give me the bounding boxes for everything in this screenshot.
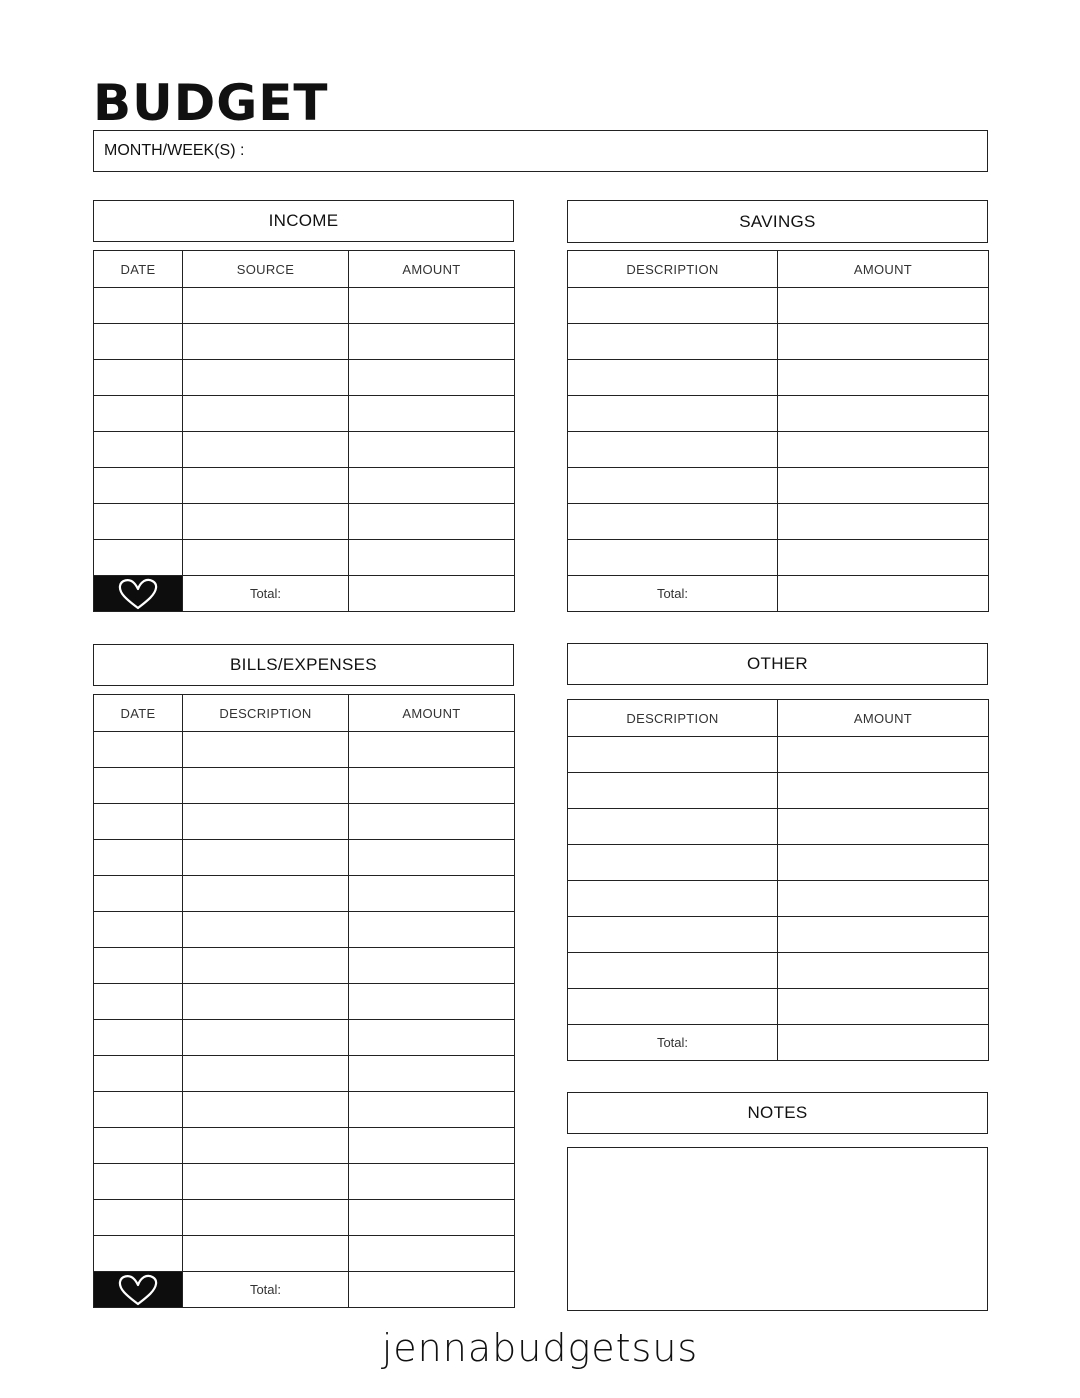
notes-heading: NOTES	[567, 1092, 988, 1134]
income-total-row	[94, 576, 515, 612]
month-week-field[interactable]: MONTH/WEEK(S) :	[93, 130, 988, 172]
income-col-amount: AMOUNT	[349, 251, 515, 288]
table-cell[interactable]	[94, 1056, 183, 1092]
table-cell[interactable]	[778, 989, 989, 1025]
table-cell[interactable]	[568, 809, 778, 845]
table-cell[interactable]	[349, 1092, 515, 1128]
table-cell[interactable]	[183, 732, 349, 768]
table-row	[568, 360, 989, 396]
table-cell[interactable]	[94, 396, 183, 432]
table-row	[568, 468, 989, 504]
savings-total-row	[568, 576, 989, 612]
table-cell[interactable]	[568, 917, 778, 953]
table-cell[interactable]	[183, 324, 349, 360]
table-cell[interactable]	[183, 1164, 349, 1200]
table-cell[interactable]	[94, 768, 183, 804]
table-cell[interactable]	[94, 360, 183, 396]
table-row	[94, 912, 515, 948]
income-total-amount[interactable]	[349, 576, 515, 612]
table-cell[interactable]	[778, 737, 989, 773]
savings-total-label: Total:	[568, 576, 778, 612]
table-cell[interactable]	[778, 288, 989, 324]
table-row	[94, 1020, 515, 1056]
table-cell[interactable]	[349, 396, 515, 432]
table-cell[interactable]	[778, 540, 989, 576]
table-cell[interactable]	[568, 288, 778, 324]
table-cell[interactable]	[349, 840, 515, 876]
table-cell[interactable]	[568, 953, 778, 989]
table-cell[interactable]	[778, 360, 989, 396]
table-cell[interactable]	[94, 984, 183, 1020]
table-cell[interactable]	[568, 396, 778, 432]
table-cell[interactable]	[349, 360, 515, 396]
table-cell[interactable]	[94, 840, 183, 876]
table-cell[interactable]	[94, 876, 183, 912]
table-cell[interactable]	[94, 1092, 183, 1128]
other-col-description: DESCRIPTION	[568, 700, 778, 737]
income-col-date: DATE	[94, 251, 183, 288]
table-cell[interactable]	[94, 432, 183, 468]
table-cell[interactable]	[568, 324, 778, 360]
table-cell[interactable]	[349, 1164, 515, 1200]
table-cell[interactable]	[183, 1200, 349, 1236]
table-row	[568, 809, 989, 845]
table-row	[568, 432, 989, 468]
table-cell[interactable]	[568, 468, 778, 504]
table-cell[interactable]	[183, 504, 349, 540]
table-row	[94, 1128, 515, 1164]
table-cell[interactable]	[183, 1236, 349, 1272]
table-cell[interactable]	[94, 1020, 183, 1056]
savings-header-row	[568, 251, 989, 288]
table-row	[568, 324, 989, 360]
table-cell[interactable]	[568, 989, 778, 1025]
table-cell[interactable]	[349, 1020, 515, 1056]
table-cell[interactable]	[778, 845, 989, 881]
table-cell[interactable]	[349, 732, 515, 768]
table-row	[568, 288, 989, 324]
page-title: BUDGET	[93, 74, 329, 132]
notes-box[interactable]	[567, 1147, 988, 1311]
table-row	[568, 396, 989, 432]
other-total-label: Total:	[568, 1025, 778, 1061]
table-row	[94, 840, 515, 876]
other-total-amount[interactable]	[778, 1025, 989, 1061]
table-cell[interactable]	[94, 1236, 183, 1272]
table-cell[interactable]	[94, 732, 183, 768]
table-row	[94, 876, 515, 912]
other-total-row	[568, 1025, 989, 1061]
table-cell[interactable]	[349, 432, 515, 468]
table-cell[interactable]	[778, 324, 989, 360]
bills-col-date: DATE	[94, 695, 183, 732]
table-cell[interactable]	[349, 948, 515, 984]
heart-icon	[116, 1273, 160, 1307]
income-heading: INCOME	[93, 200, 514, 242]
table-cell[interactable]	[94, 540, 183, 576]
table-row	[94, 288, 515, 324]
table-row	[94, 360, 515, 396]
table-cell[interactable]	[94, 324, 183, 360]
table-row	[94, 1164, 515, 1200]
table-cell[interactable]	[183, 840, 349, 876]
table-row	[568, 540, 989, 576]
table-cell[interactable]	[568, 540, 778, 576]
table-cell[interactable]	[349, 912, 515, 948]
bills-table	[93, 694, 515, 1308]
income-total-label: Total:	[183, 576, 349, 612]
table-row	[94, 1092, 515, 1128]
table-row	[568, 737, 989, 773]
bills-total-row	[94, 1272, 515, 1308]
table-cell[interactable]	[349, 768, 515, 804]
bills-header-row	[94, 695, 515, 732]
table-row	[94, 1056, 515, 1092]
table-row	[568, 917, 989, 953]
table-row	[94, 432, 515, 468]
income-col-source: SOURCE	[183, 251, 349, 288]
table-cell[interactable]	[568, 881, 778, 917]
table-cell[interactable]	[349, 540, 515, 576]
table-cell[interactable]	[183, 360, 349, 396]
table-cell[interactable]	[183, 984, 349, 1020]
table-row	[568, 989, 989, 1025]
other-header-row	[568, 700, 989, 737]
table-cell[interactable]	[183, 948, 349, 984]
heart-icon	[116, 577, 160, 611]
table-cell[interactable]	[94, 288, 183, 324]
table-cell[interactable]	[183, 468, 349, 504]
table-cell[interactable]	[568, 504, 778, 540]
brand-footer: jennabudgetsus	[381, 1326, 699, 1370]
table-row	[94, 948, 515, 984]
table-cell[interactable]	[349, 1200, 515, 1236]
table-cell[interactable]	[778, 396, 989, 432]
savings-heading: SAVINGS	[567, 200, 988, 243]
table-cell[interactable]	[349, 504, 515, 540]
bills-total-amount[interactable]	[349, 1272, 515, 1308]
table-cell[interactable]	[568, 737, 778, 773]
bills-heading: BILLS/EXPENSES	[93, 644, 514, 686]
table-cell[interactable]	[568, 360, 778, 396]
table-row	[94, 804, 515, 840]
table-row	[94, 984, 515, 1020]
table-cell[interactable]	[94, 1200, 183, 1236]
table-row	[568, 881, 989, 917]
table-cell[interactable]	[183, 1056, 349, 1092]
income-header-row	[94, 251, 515, 288]
savings-table	[567, 250, 989, 612]
table-cell[interactable]	[94, 468, 183, 504]
table-cell[interactable]	[349, 288, 515, 324]
table-row	[94, 504, 515, 540]
table-cell[interactable]	[349, 468, 515, 504]
table-cell[interactable]	[94, 912, 183, 948]
table-cell[interactable]	[778, 468, 989, 504]
table-cell[interactable]	[349, 984, 515, 1020]
table-cell[interactable]	[183, 1092, 349, 1128]
bills-col-description: DESCRIPTION	[183, 695, 349, 732]
table-cell[interactable]	[94, 948, 183, 984]
other-col-amount: AMOUNT	[778, 700, 989, 737]
table-row	[568, 504, 989, 540]
table-row	[94, 396, 515, 432]
table-row	[94, 732, 515, 768]
table-cell[interactable]	[349, 1128, 515, 1164]
table-cell[interactable]	[183, 396, 349, 432]
table-cell[interactable]	[778, 953, 989, 989]
table-row	[568, 953, 989, 989]
table-cell[interactable]	[183, 288, 349, 324]
table-cell[interactable]	[778, 504, 989, 540]
table-cell[interactable]	[568, 432, 778, 468]
table-row	[94, 1200, 515, 1236]
savings-total-amount[interactable]	[778, 576, 989, 612]
table-cell[interactable]	[183, 1020, 349, 1056]
table-row	[94, 468, 515, 504]
table-row	[568, 845, 989, 881]
table-cell[interactable]	[568, 845, 778, 881]
table-cell[interactable]	[349, 876, 515, 912]
table-cell[interactable]	[778, 809, 989, 845]
table-cell[interactable]	[349, 1056, 515, 1092]
table-cell[interactable]	[568, 773, 778, 809]
other-table	[567, 699, 989, 1061]
table-cell[interactable]	[183, 768, 349, 804]
savings-col-description: DESCRIPTION	[568, 251, 778, 288]
table-row	[94, 768, 515, 804]
table-cell[interactable]	[349, 804, 515, 840]
table-row	[94, 540, 515, 576]
table-cell[interactable]	[183, 432, 349, 468]
bills-col-amount: AMOUNT	[349, 695, 515, 732]
savings-col-amount: AMOUNT	[778, 251, 989, 288]
bills-heart-cell	[94, 1272, 183, 1308]
table-cell[interactable]	[778, 773, 989, 809]
table-cell[interactable]	[778, 432, 989, 468]
table-cell[interactable]	[183, 804, 349, 840]
table-cell[interactable]	[94, 504, 183, 540]
table-row	[94, 1236, 515, 1272]
table-cell[interactable]	[183, 1128, 349, 1164]
table-cell[interactable]	[778, 917, 989, 953]
table-cell[interactable]	[94, 1164, 183, 1200]
income-table	[93, 250, 515, 612]
income-heart-cell	[94, 576, 183, 612]
table-row	[94, 324, 515, 360]
table-cell[interactable]	[183, 876, 349, 912]
other-heading: OTHER	[567, 643, 988, 685]
table-row	[568, 773, 989, 809]
table-cell[interactable]	[349, 324, 515, 360]
bills-total-label: Total:	[183, 1272, 349, 1308]
table-cell[interactable]	[183, 912, 349, 948]
table-cell[interactable]	[94, 1128, 183, 1164]
table-cell[interactable]	[778, 881, 989, 917]
table-cell[interactable]	[183, 540, 349, 576]
table-cell[interactable]	[349, 1236, 515, 1272]
table-cell[interactable]	[94, 804, 183, 840]
